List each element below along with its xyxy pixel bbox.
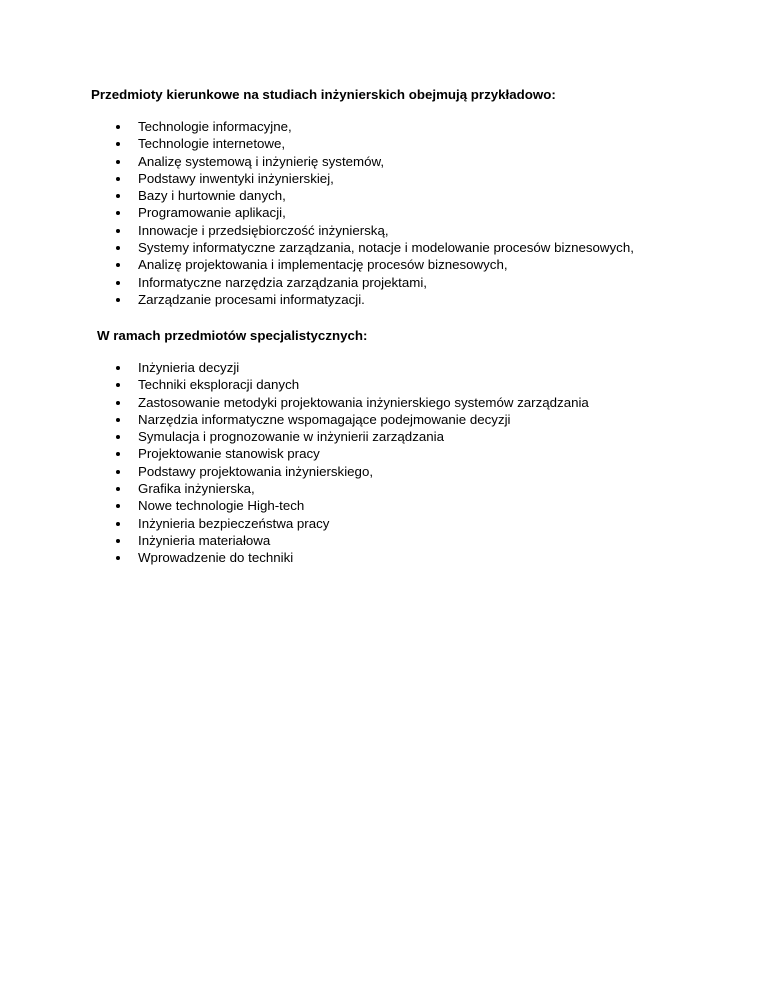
bullet-icon: [116, 487, 120, 491]
bullet-icon: [116, 504, 120, 508]
bullet-icon: [116, 160, 120, 164]
list-item-text: Technologie informacyjne,: [138, 119, 292, 134]
bullet-icon: [116, 418, 120, 422]
list-item-text: Grafika inżynierska,: [138, 481, 255, 497]
bullet-icon: [116, 556, 120, 560]
list-item-text: Systemy informatyczne zarządzania, notacje i modelowanie procesów biznesowych,: [138, 240, 634, 256]
list-item-text: Technologie internetowe,: [138, 136, 286, 152]
list-item-text: Zarządzanie procesami informatyzacji.: [138, 291, 365, 307]
list-item-text: Zastosowanie metodyki projektowania inżynierskiego systemów zarządzania: [138, 394, 589, 410]
bullet-icon: [116, 246, 120, 250]
bullet-icon: [116, 366, 120, 370]
bullet-icon: [116, 298, 120, 302]
list-item-text: Inżynieria materiałowa: [138, 532, 271, 548]
bullet-icon: [116, 401, 120, 405]
section-heading-kierunkowe: Przedmioty kierunkowe na studiach inżynierskich obejmują przykładowo:: [91, 87, 556, 102]
list-item-text: Symulacja i prognozowanie w inżynierii zarządzania: [138, 429, 444, 445]
list-item-text: Analizę systemową i inżynierię systemów,: [138, 153, 385, 169]
bullet-icon: [116, 452, 120, 456]
list-item-text: Podstawy projektowania inżynierskiego,: [138, 463, 374, 479]
section-heading-specjalistyczne: W ramach przedmiotów specjalistycznych:: [97, 328, 368, 343]
list-item-text: Innowacje i przedsiębiorczość inżynierską,: [138, 222, 389, 238]
list-item-text: Techniki eksploracji danych: [138, 377, 300, 393]
list-item-text: Inżynieria bezpieczeństwa pracy: [138, 515, 330, 531]
list-item-text: Programowanie aplikacji,: [138, 205, 286, 221]
bullet-icon: [116, 194, 120, 198]
bullet-icon: [116, 263, 120, 267]
bullet-icon: [116, 281, 120, 285]
bullet-icon: [116, 522, 120, 526]
list-item-text: Nowe technologie High-tech: [138, 498, 305, 514]
list-item-text: Analizę projektowania i implementację procesów biznesowych,: [138, 257, 508, 273]
list-item-text: Informatyczne narzędzia zarządzania projektami,: [138, 274, 427, 290]
bullet-icon: [116, 211, 120, 215]
bullet-icon: [116, 539, 120, 543]
bullet-icon: [116, 142, 120, 146]
bullet-icon: [116, 177, 120, 181]
list-item-text: Projektowanie stanowisk pracy: [138, 446, 320, 462]
bullet-icon: [116, 383, 120, 387]
bullet-icon: [116, 125, 120, 129]
list-item-text: Wprowadzenie do techniki: [138, 550, 294, 566]
list-item-text: Podstawy inwentyki inżynierskiej,: [138, 170, 334, 186]
bullet-icon: [116, 229, 120, 233]
bullet-icon: [116, 470, 120, 474]
bullet-icon: [116, 435, 120, 439]
list-item-text: Bazy i hurtownie danych,: [138, 188, 286, 204]
list-item-text: Inżynieria decyzji: [138, 360, 240, 375]
list-item-text: Narzędzia informatyczne wspomagające podejmowanie decyzji: [138, 411, 511, 427]
